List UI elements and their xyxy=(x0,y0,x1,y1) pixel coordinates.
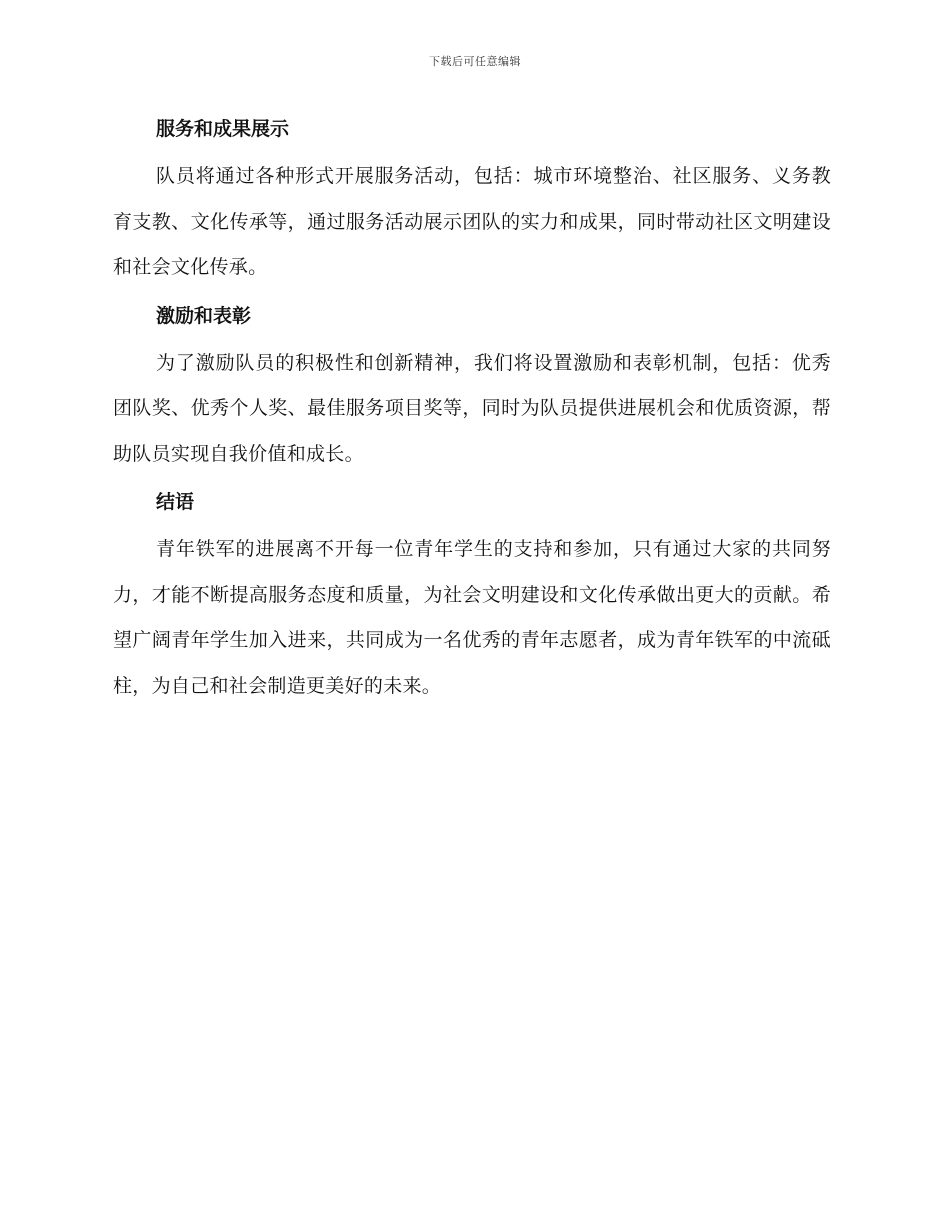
section-conclusion xyxy=(113,485,831,709)
document-content xyxy=(113,112,831,717)
section-incentives xyxy=(113,299,831,478)
section-heading: 结语 xyxy=(156,491,195,513)
section-service-results xyxy=(113,112,831,291)
section-paragraph: 队员将通过各种形式开展服务活动，包括：城市环境整治、社区服务、义务教育支教、文化传承等，通过服务活动展示团队的实力和成果，同时带动社区文明建设和社会文化传承。 xyxy=(113,165,831,278)
section-paragraph: 为了激励队员的积极性和创新精神，我们将设置激励和表彰机制，包括：优秀团队奖、优秀个人奖、最佳服务项目奖等，同时为队员提供进展机会和优质资源，帮助队员实现自我价值和成长。 xyxy=(113,351,831,465)
section-paragraph: 青年铁军的进展离不开每一位青年学生的支持和参加，只有通过大家的共同努力，才能不断提高服务态度和质量，为社会文明建设和文化传承做出更大的贡献。希望广阔青年学生加入进来，共同成为一名优秀的青年志愿者，成为青年铁军的中流砥柱，为自己和社会制造更美好的未来。 xyxy=(113,538,831,697)
section-heading: 服务和成果展示 xyxy=(156,118,290,140)
header-note: 下载后可任意编辑 xyxy=(429,55,521,68)
section-heading: 激励和表彰 xyxy=(156,304,252,327)
